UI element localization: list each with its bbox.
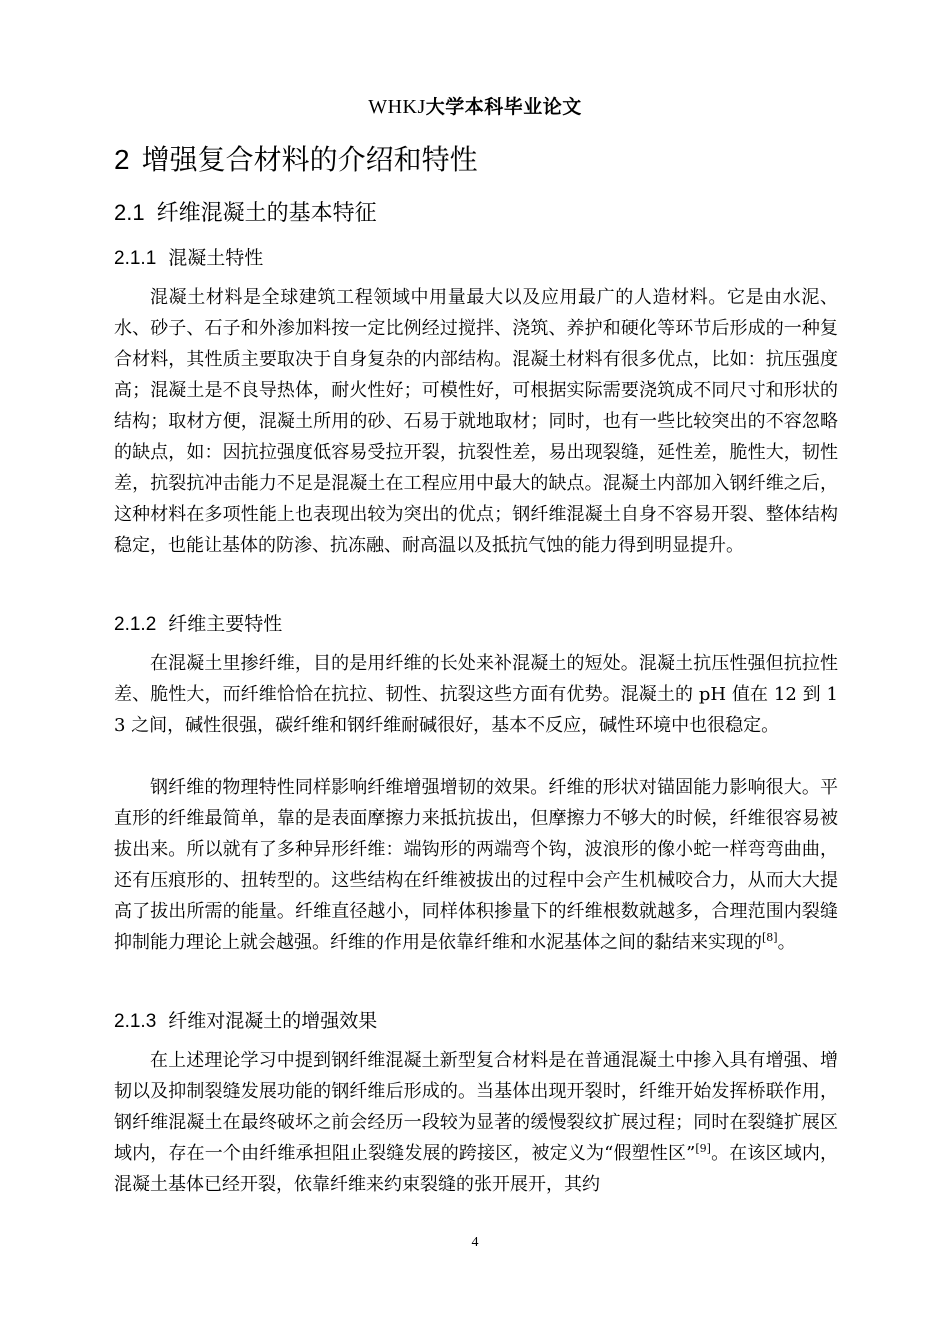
subsection-heading xyxy=(114,1006,377,1033)
header-latin: WHKJ xyxy=(368,96,426,118)
subsection-title: 纤维主要特性 xyxy=(168,613,283,635)
paragraph-text: 。 xyxy=(777,932,796,953)
citation: [9] xyxy=(695,1142,711,1155)
header-title: 大学本科毕业论文 xyxy=(425,96,582,118)
paragraph xyxy=(114,1045,838,1200)
subsection-number: 2.1.3 xyxy=(114,1011,157,1032)
citation: [8] xyxy=(762,931,778,944)
paragraph-text: 钢纤维的物理特性同样影响纤维增强增韧的效果。纤维的形状对锚固能力影响很大。平直形的纤维最简单，靠的是表面摩擦力来抵抗拔出，但摩擦力不够大的时候，纤维很容易被拔出来。所以就有了多种异形纤维：端钩形的两端弯个钩，波浪形的像小蛇一样弯弯曲曲，还有压痕形的、扭转型的。这些结构在纤维被拔出的过程中会产生机械咬合力，从而大大提高了拔出所需的能量。纤维直径越小，同样体积掺量下的纤维根数就越多，合理范围内裂缝抑制能力理论上就会越强。纤维的作用是依靠纤维和水泥基体之间的黏结来实现的 xyxy=(114,777,838,953)
subsection-heading xyxy=(114,609,282,636)
subsection-title: 纤维对混凝土的增强效果 xyxy=(168,1010,378,1032)
section-heading xyxy=(114,196,377,227)
chapter-title: 增强复合材料的介绍和特性 xyxy=(141,143,478,176)
page-number: 4 xyxy=(471,1235,479,1250)
paragraph-text: 在上述理论学习中提到钢纤维混凝土新型复合材料是在普通混凝土中掺入具有增强、增韧以及抑制裂缝发展功能的钢纤维后形成的。当基体出现开裂时，纤维开始发挥桥联作用，钢纤维混凝土在最终破坏之前会经历一段较为显著的缓慢裂纹扩展过程；同时在裂缝扩展区域内，存在一个由纤维承担阻止裂缝发展的跨接区，被定义为“假塑性区” xyxy=(114,1050,838,1164)
section-title: 纤维混凝土的基本特征 xyxy=(156,201,377,226)
running-header xyxy=(0,92,950,119)
chapter-number: 2 xyxy=(114,144,130,175)
chapter-heading xyxy=(114,138,478,178)
subsection-heading xyxy=(114,243,263,270)
paragraph xyxy=(114,772,838,958)
section-number: 2.1 xyxy=(114,200,145,225)
subsection-number: 2.1.1 xyxy=(114,248,157,269)
paragraph: 混凝土材料是全球建筑工程领域中用量最大以及应用最广的人造材料。它是由水泥、水、砂子、石子和外渗加料按一定比例经过搅拌、浇筑、养护和硬化等环节后形成的一种复合材料，其性质主要取决于自身复杂的内部结构。混凝土材料有很多优点，比如：抗压强度高；混凝土是不良导热体，耐火性好；可模性好，可根据实际需要浇筑成不同尺寸和形状的结构；取材方便，混凝土所用的砂、石易于就地取材；同时，也有一些比较突出的不容忽略的缺点，如：因抗拉强度低容易受拉开裂，抗裂性差，易出现裂缝，延性差，脆性大，韧性差，抗裂抗冲击能力不足是混凝土在工程应用中最大的缺点。混凝土内部加入钢纤维之后，这种材料在多项性能上也表现出较为突出的优点；钢纤维混凝土自身不容易开裂、整体结构稳定，也能让基体的防渗、抗冻融、耐高温以及抵抗气蚀的能力得到明显提升。 xyxy=(114,287,838,556)
paragraph: 在混凝土里掺纤维，目的是用纤维的长处来补混凝土的短处。混凝土抗压性强但抗拉性差、脆性大，而纤维恰恰在抗拉、韧性、抗裂这些方面有优势。混凝土的 pH 值在 12 到 13 之间，碱性很强，碳纤维和钢纤维耐碱很好，基本不反应，碱性环境中也很稳定。 xyxy=(114,653,838,736)
subsection-title: 混凝土特性 xyxy=(168,247,264,269)
subsection-number: 2.1.2 xyxy=(114,614,157,635)
paragraph-text: 。在该区域内，混凝土基体已经开裂，依靠纤维来约束裂缝的张开展开，其约 xyxy=(114,1143,838,1195)
